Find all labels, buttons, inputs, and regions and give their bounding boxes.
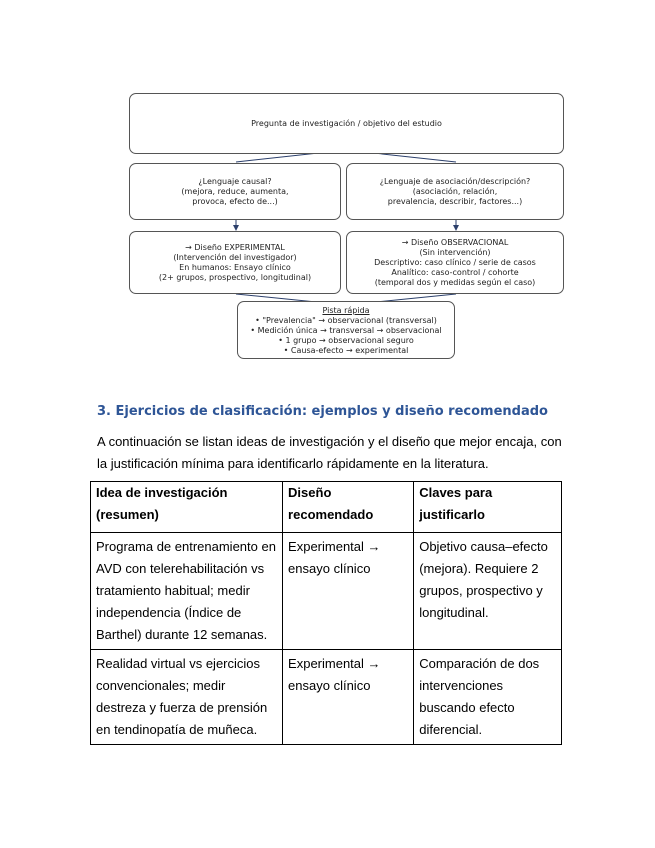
quick-tip-title: Pista rápida <box>322 306 370 315</box>
flow-text: En humanos: Ensayo clínico <box>179 262 291 272</box>
section-heading: 3. Ejercicios de clasificación: ejemplos y diseño recomendado <box>97 404 548 419</box>
flow-text: ¿Lenguaje de asociación/descripción? <box>379 176 531 186</box>
table-cell-design: Experimental → ensayo clínico <box>283 533 414 650</box>
flowchart <box>0 0 655 370</box>
intro-paragraph: A continuación se listan ideas de investigación y el diseño que mejor encaja, con la justificación mínima para identificarlo rápidamente en la literatura. <box>97 434 562 471</box>
table-cell-idea: Realidad virtual vs ejercicios convencionales; medir destreza y fuerza de prensión en tendinopatía de muñeca. <box>91 650 283 745</box>
flow-text: (mejora, reduce, aumenta, <box>181 186 289 196</box>
quick-tip-line: • Medición única → transversal → observacional <box>250 326 442 335</box>
table-cell-keys: Objetivo causa–efecto (mejora). Requiere 2 grupos, prospectivo y longitudinal. <box>414 533 562 650</box>
flow-text: Analítico: caso-control / cohorte <box>391 267 519 277</box>
flow-text: (Sin intervención) <box>419 247 491 257</box>
quick-tip-line: • "Prevalencia" → observacional (transversal) <box>255 316 437 325</box>
flow-box-question-text: Pregunta de investigación / objetivo del estudio <box>251 118 442 128</box>
quick-tip-line: • 1 grupo → observacional seguro <box>278 336 414 345</box>
flow-text: (asociación, relación, <box>412 186 498 196</box>
flow-box-causal <box>129 163 341 220</box>
table-header-keys: Claves para justificarlo <box>414 482 562 533</box>
table-row <box>91 650 562 745</box>
flow-text: prevalencia, describir, factores...) <box>387 196 523 206</box>
flow-text: (2+ grupos, prospectivo, longitudinal) <box>158 272 312 282</box>
flow-text: → Diseño EXPERIMENTAL <box>185 242 285 252</box>
flow-text: (temporal dos y medidas según el caso) <box>374 277 536 287</box>
flow-box-question <box>129 93 564 154</box>
table-cell-keys: Comparación de dos intervenciones buscando efecto diferencial. <box>414 650 562 745</box>
flow-box-observational <box>346 231 564 294</box>
table-header-row <box>91 482 562 533</box>
table-header-design: Diseño recomendado <box>283 482 414 533</box>
quick-tip-line: • Causa-efecto → experimental <box>283 346 409 355</box>
flow-text: (Intervención del investigador) <box>173 252 297 262</box>
table-header-idea: Idea de investigación (resumen) <box>91 482 283 533</box>
flow-text: ¿Lenguaje causal? <box>198 176 272 186</box>
flow-text: provoca, efecto de...) <box>192 196 278 206</box>
table-cell-idea: Programa de entrenamiento en AVD con telerehabilitación vs tratamiento habitual; medir independencia (Índice de Barthel) durante 12 semanas. <box>91 533 283 650</box>
flow-box-quick-tip <box>237 301 455 359</box>
classification-table <box>90 481 562 745</box>
flow-box-association <box>346 163 564 220</box>
table-cell-design: Experimental → ensayo clínico <box>283 650 414 745</box>
flow-text: Descriptivo: caso clínico / serie de casos <box>374 257 536 267</box>
flow-box-experimental <box>129 231 341 294</box>
table-row <box>91 533 562 650</box>
flow-text: → Diseño OBSERVACIONAL <box>401 237 509 247</box>
